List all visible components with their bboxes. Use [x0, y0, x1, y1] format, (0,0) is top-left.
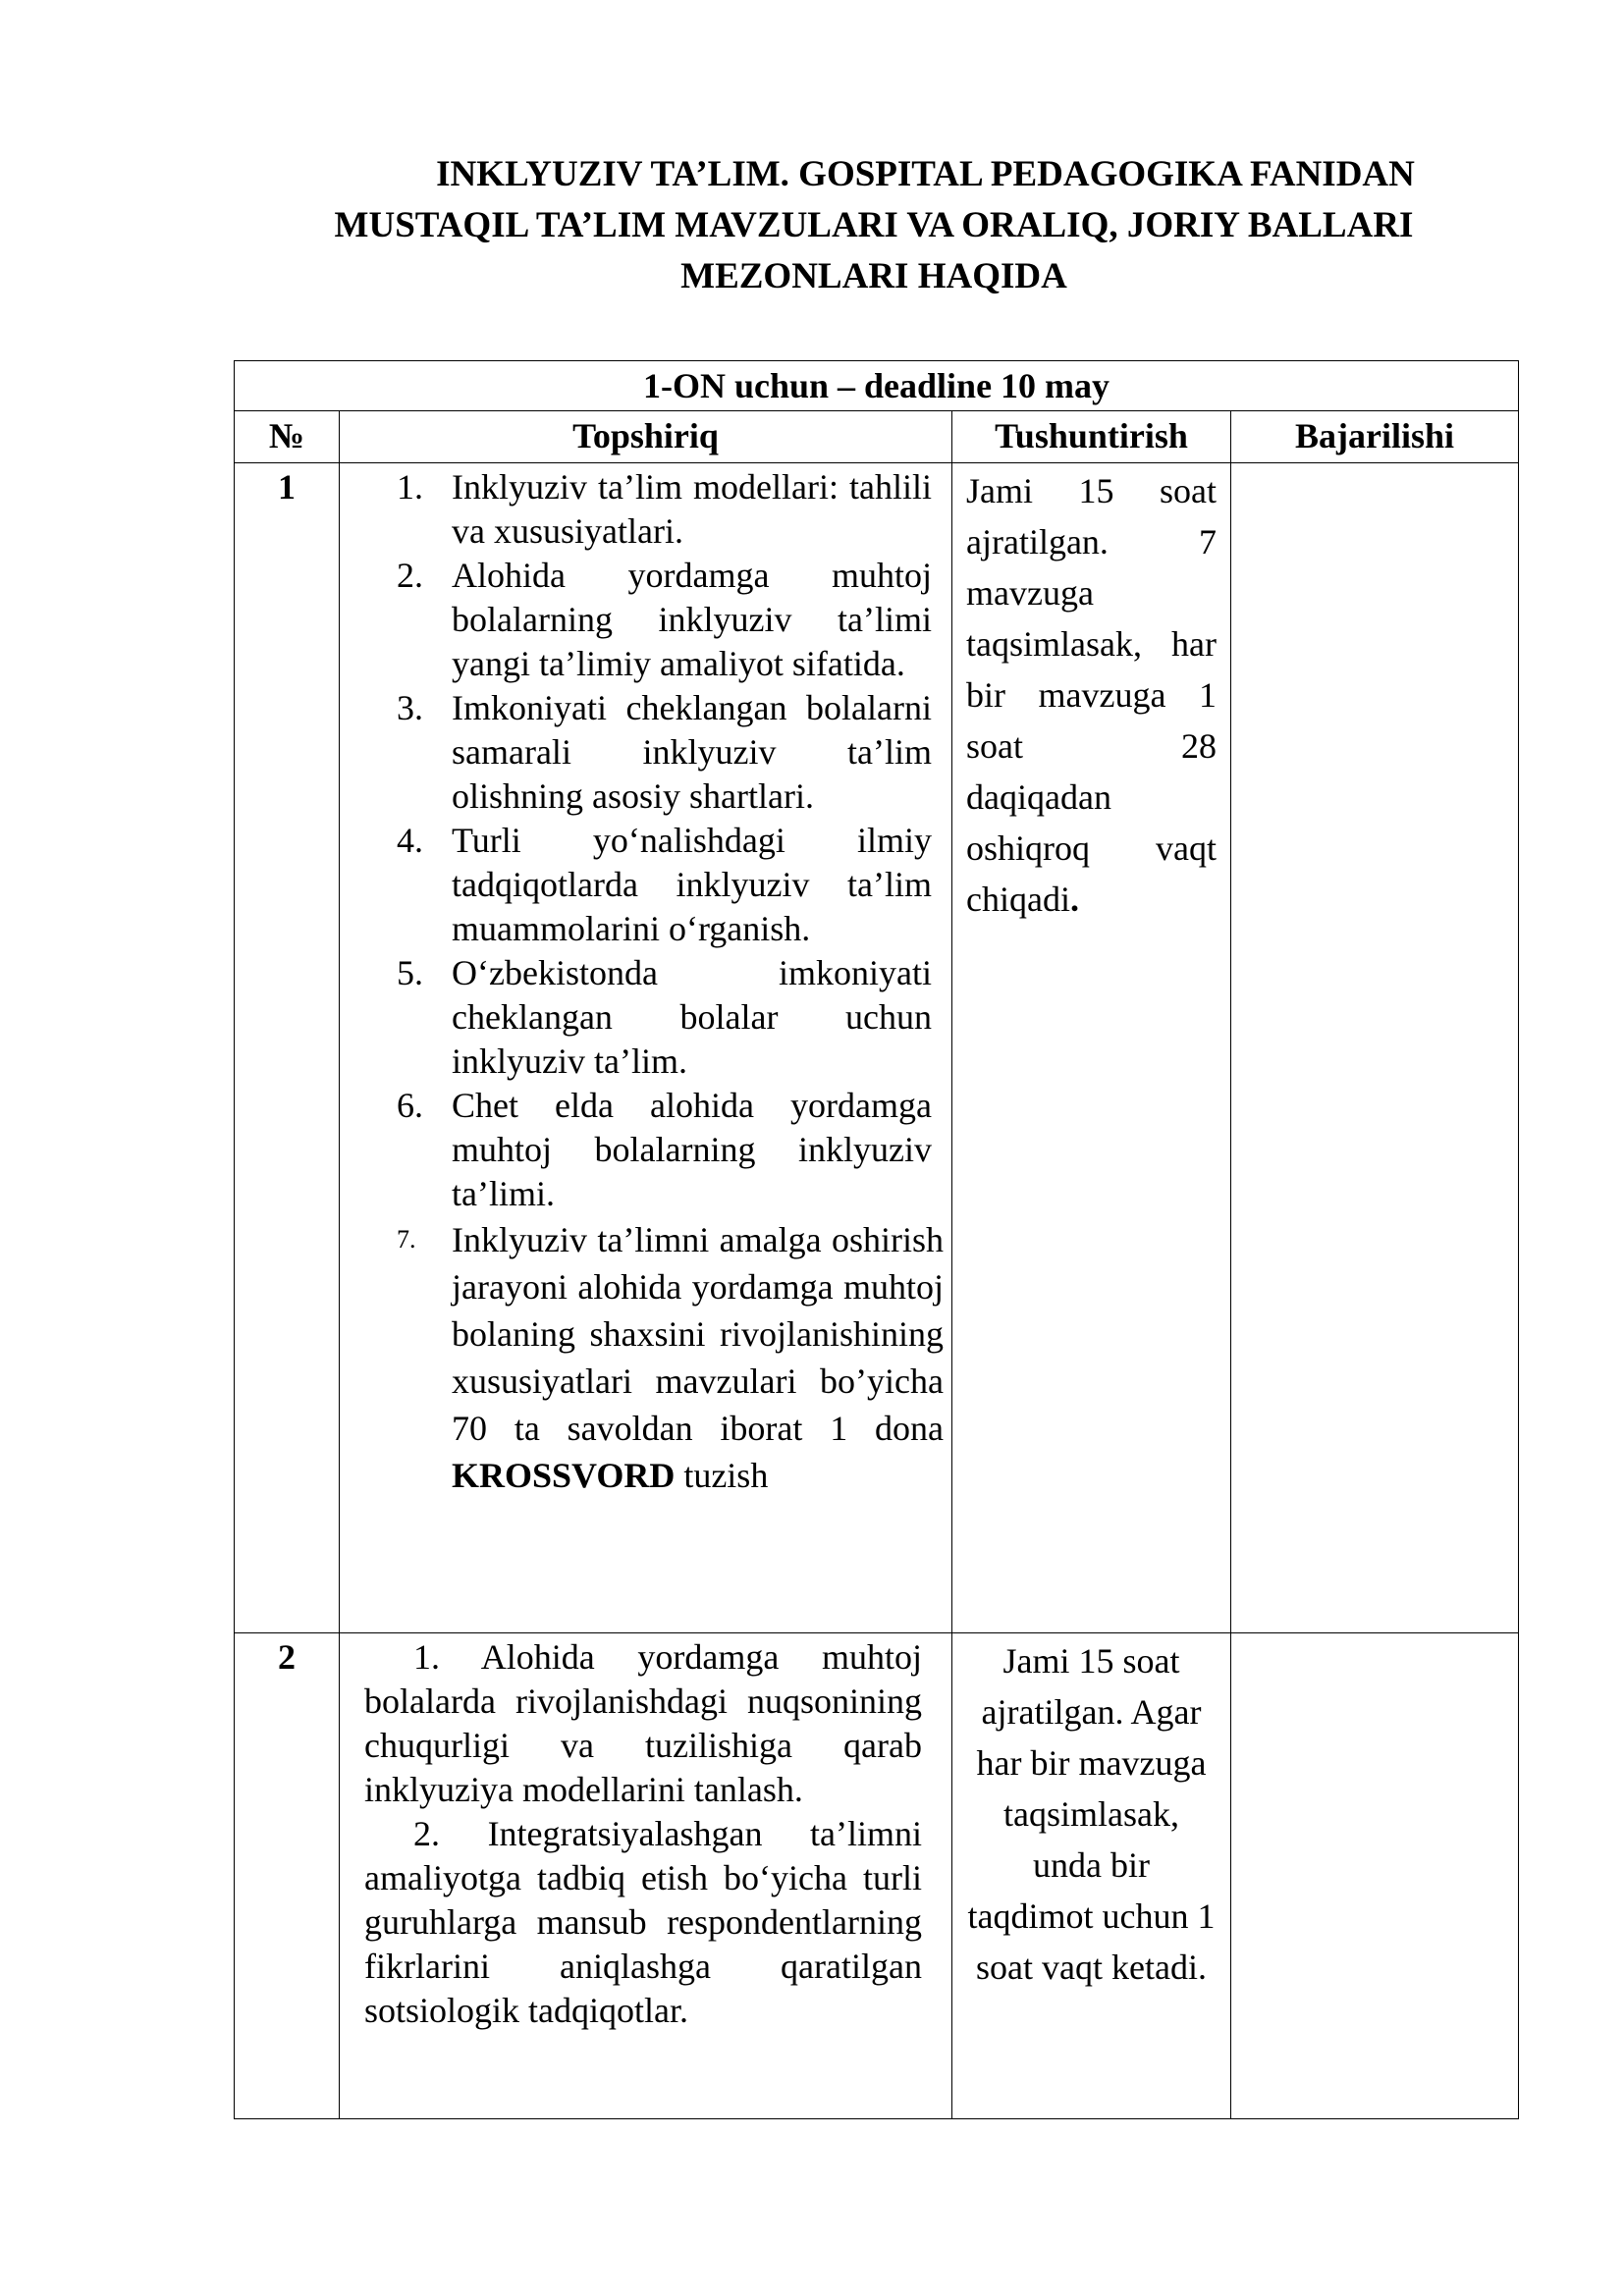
list-item [340, 1216, 944, 1499]
crossword-keyword: KROSSVORD [452, 1456, 676, 1495]
task-cell [340, 463, 952, 1633]
list-marker: 6. [397, 1086, 423, 1125]
title-line-2: MUSTAQIL TA’LIM MAVZULARI VA ORALIQ, JORIY BALLARI [334, 205, 1414, 245]
topic-list [340, 463, 951, 1499]
task-text [340, 1633, 951, 2033]
explanation-cell [952, 463, 1231, 1633]
list-item [340, 465, 932, 554]
task-paragraph: 1. Alohida yordamga muhtoj bolalarda rivojlanishdagi nuqsonining chuqurligi va tuzilishiga qarab inklyuziya modellarini tanlash. [364, 1637, 922, 1809]
table-row [235, 463, 1519, 1633]
list-item [340, 951, 932, 1084]
explanation-period: . [1069, 880, 1079, 919]
list-item-text: Inklyuziv ta’lim modellari: tahlili va xususiyatlari. [452, 467, 932, 551]
list-item-text: Alohida yordamga muhtoj bolalarning inklyuziv ta’limi yangi ta’limiy amaliyot sifatida. [452, 556, 932, 683]
list-marker: 7. [397, 1225, 416, 1254]
explanation-body: Jami 15 soat ajratilgan. 7 mavzuga taqsimlasak, har bir mavzuga 1 soat 28 daqiqadan oshiqroq vaqt chiqadi [966, 471, 1217, 919]
table-caption-row [235, 361, 1519, 411]
list-item-text-end: tuzish [675, 1456, 769, 1495]
title-line-3: MEZONLARI HAQIDA [680, 256, 1067, 296]
list-marker: 5. [397, 953, 423, 992]
list-marker: 2. [397, 556, 423, 595]
explanation-text [952, 463, 1230, 925]
list-marker: 3. [397, 688, 423, 727]
list-item-text: O‘zbekistonda imkoniyati cheklangan bolalar uchun inklyuziv ta’lim. [452, 953, 932, 1081]
table-header-row [235, 411, 1519, 463]
row-number: 2 [235, 1633, 340, 2119]
header-explanation: Tushuntirish [952, 411, 1231, 463]
explanation-cell [952, 1633, 1231, 2119]
task-cell [340, 1633, 952, 2119]
list-marker: 1. [397, 467, 423, 507]
list-item [340, 1084, 932, 1216]
row-number: 1 [235, 463, 340, 1633]
header-task: Topshiriq [340, 411, 952, 463]
explanation-text: Jami 15 soat ajratilgan. Agar har bir mavzuga taqsimlasak, unda bir taqdimot uchun 1 soat vaqt ketadi. [967, 1641, 1216, 1987]
list-item-text: Chet elda alohida yordamga muhtoj bolalarning inklyuziv ta’limi. [452, 1086, 932, 1213]
task-paragraph: 2. Integratsiyalashgan ta’limni amaliyotga tadbiq etish bo‘yicha turli guruhlarga mansub respondentlarning fikrlarini aniqlashga qaratilgan sotsiologik tadqiqotlar. [364, 1814, 922, 2030]
header-number: № [235, 411, 340, 463]
list-item-text: Imkoniyati cheklangan bolalarni samarali inklyuziv ta’lim olishning asosiy shartlari. [452, 688, 932, 816]
header-status: Bajarilishi [1231, 411, 1519, 463]
assignments-table [234, 360, 1519, 2119]
title-line-1: INKLYUZIV TA’LIM. GOSPITAL PEDAGOGIKA FANIDAN [436, 154, 1415, 194]
table-row [235, 1633, 1519, 2119]
list-item-text: Turli yo‘nalishdagi ilmiy tadqiqotlarda inklyuziv ta’lim muammolarini o‘rganish. [452, 821, 932, 948]
list-item [340, 686, 932, 819]
status-cell [1231, 1633, 1519, 2119]
status-cell [1231, 463, 1519, 1633]
document-title [285, 149, 1463, 302]
list-marker: 4. [397, 821, 423, 860]
list-item [340, 554, 932, 686]
list-item-text: Inklyuziv ta’limni amalga oshirish jarayoni alohida yordamga muhtoj bolaning shaxsini rivojlanishining xususiyatlari mavzulari bo’yicha 70 ta savoldan iborat 1 dona [452, 1220, 944, 1448]
list-item [340, 819, 932, 951]
table-caption: 1-ON uchun – deadline 10 may [235, 361, 1519, 411]
